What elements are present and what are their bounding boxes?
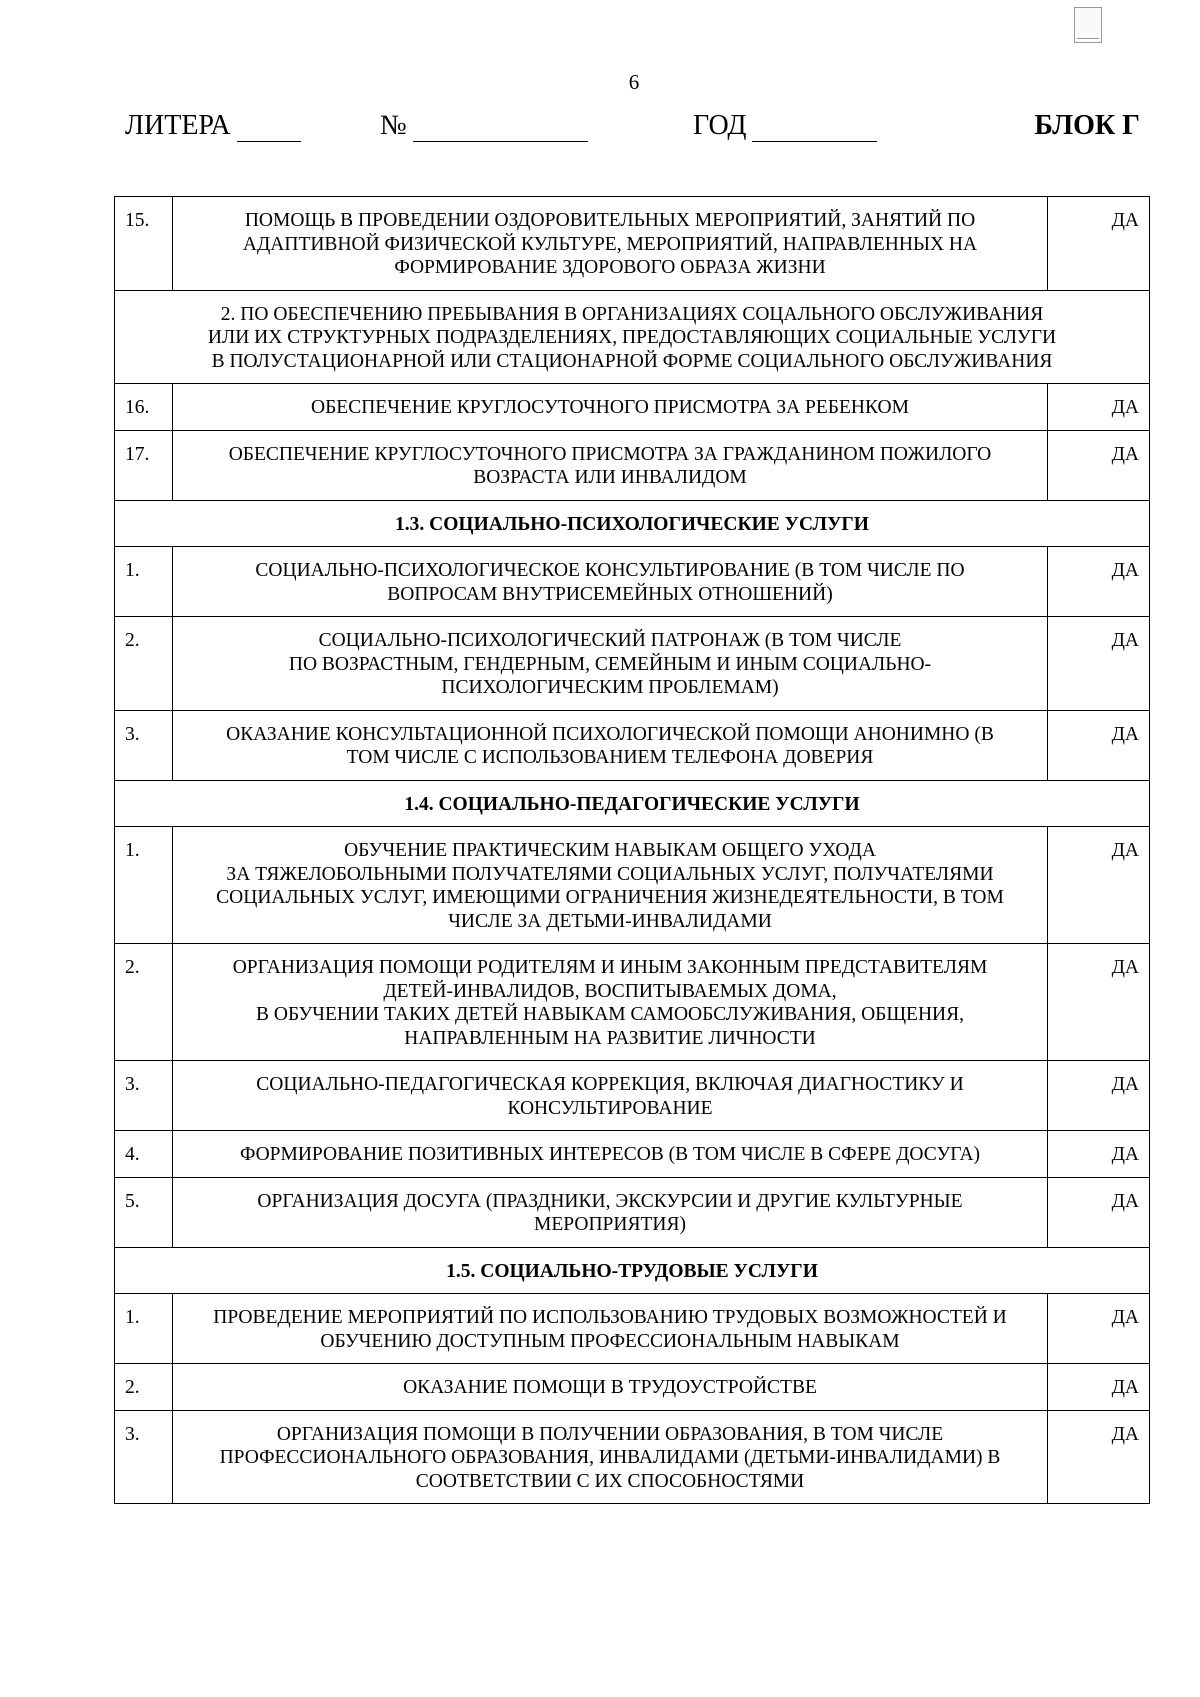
service-description xyxy=(173,547,1048,617)
text-line: ОКАЗАНИЕ ПОМОЩИ В ТРУДОУСТРОЙСТВЕ xyxy=(403,1377,817,1398)
service-availability: ДА xyxy=(1048,944,1150,1061)
document-page-icon xyxy=(1074,7,1102,43)
text-line: ПРОФЕССИОНАЛЬНОГО ОБРАЗОВАНИЯ, ИНВАЛИДАМИ (ДЕТЬМИ-ИНВАЛИДАМИ) В xyxy=(219,1447,1001,1468)
service-description xyxy=(173,1364,1048,1411)
text-line: ОБУЧЕНИЕ ПРАКТИЧЕСКИМ НАВЫКАМ ОБЩЕГО УХОДА xyxy=(344,840,876,861)
text-line: СОЦИАЛЬНО-ПЕДАГОГИЧЕСКАЯ КОРРЕКЦИЯ, ВКЛЮЧАЯ ДИАГНОСТИКУ И xyxy=(256,1074,964,1095)
year-field xyxy=(693,110,877,142)
item-number: 2. xyxy=(115,1364,173,1411)
litera-field xyxy=(125,110,301,142)
year-blank xyxy=(752,115,877,142)
service-description xyxy=(173,827,1048,944)
service-description xyxy=(173,384,1048,431)
text-line: ОБЕСПЕЧЕНИЕ КРУГЛОСУТОЧНОГО ПРИСМОТРА ЗА ГРАЖДАНИНОМ ПОЖИЛОГО xyxy=(228,443,992,465)
service-description xyxy=(173,197,1048,291)
text-line: ОРГАНИЗАЦИЯ ДОСУГА (ПРАЗДНИКИ, ЭКСКУРСИИ И ДРУГИЕ КУЛЬТУРНЫЕ xyxy=(257,1190,963,1212)
text-line: ФОРМИРОВАНИЕ ЗДОРОВОГО ОБРАЗА ЖИЗНИ xyxy=(394,257,826,278)
service-row xyxy=(115,384,1150,431)
service-row xyxy=(115,710,1150,780)
text-line: В ПОЛУСТАЦИОНАРНОЙ ИЛИ СТАЦИОНАРНОЙ ФОРМЕ СОЦИАЛЬНОГО ОБСЛУЖИВАНИЯ xyxy=(211,350,1053,372)
text-line: ЗА ТЯЖЕЛОБОЛЬНЫМИ ПОЛУЧАТЕЛЯМИ СОЦИАЛЬНЫХ УСЛУГ, ПОЛУЧАТЕЛЯМИ xyxy=(226,863,994,885)
text-line: ПО ВОЗРАСТНЫМ, ГЕНДЕРНЫМ, СЕМЕЙНЫМ И ИНЫМ СОЦИАЛЬНО- xyxy=(288,653,932,675)
text-line: ОБУЧЕНИЮ ДОСТУПНЫМ ПРОФЕССИОНАЛЬНЫМ НАВЫКАМ xyxy=(320,1330,900,1352)
service-availability: ДА xyxy=(1048,1061,1150,1131)
service-availability: ДА xyxy=(1048,197,1150,291)
section-heading xyxy=(115,1247,1150,1294)
service-availability: ДА xyxy=(1048,710,1150,780)
litera-label: ЛИТЕРА xyxy=(125,110,231,141)
service-row xyxy=(115,1364,1150,1411)
subsection-row xyxy=(115,290,1150,384)
text-line: ДЕТЕЙ-ИНВАЛИДОВ, ВОСПИТЫВАЕМЫХ ДОМА, xyxy=(383,980,837,1002)
section-heading xyxy=(115,780,1150,827)
text-line: АДАПТИВНОЙ ФИЗИЧЕСКОЙ КУЛЬТУРЕ, МЕРОПРИЯТИЙ, НАПРАВЛЕННЫХ НА xyxy=(242,233,978,255)
service-description xyxy=(173,1294,1048,1364)
service-availability: ДА xyxy=(1048,1294,1150,1364)
text-line: СОЦИАЛЬНО-ПСИХОЛОГИЧЕСКИЙ ПАТРОНАЖ (В ТОМ ЧИСЛЕ xyxy=(318,630,902,651)
section-heading-row xyxy=(115,500,1150,547)
service-row xyxy=(115,827,1150,944)
service-availability: ДА xyxy=(1048,1410,1150,1504)
text-line: ИЛИ ИХ СТРУКТУРНЫХ ПОДРАЗДЕЛЕНИЯХ, ПРЕДОСТАВЛЯЮЩИХ СОЦИАЛЬНЫЕ УСЛУГИ xyxy=(207,327,1057,348)
service-description xyxy=(173,430,1048,500)
service-row xyxy=(115,1131,1150,1178)
service-row xyxy=(115,1410,1150,1504)
service-row xyxy=(115,430,1150,500)
number-blank xyxy=(413,115,588,142)
number-label: № xyxy=(380,110,407,141)
text-line: НАПРАВЛЕННЫМ НА РАЗВИТИЕ ЛИЧНОСТИ xyxy=(404,1027,816,1049)
text-line: ПОМОЩЬ В ПРОВЕДЕНИИ ОЗДОРОВИТЕЛЬНЫХ МЕРОПРИЯТИЙ, ЗАНЯТИЙ ПО xyxy=(244,210,976,231)
form-header xyxy=(125,110,1140,144)
text-line: ВОЗРАСТА ИЛИ ИНВАЛИДОМ xyxy=(473,467,747,488)
service-availability: ДА xyxy=(1048,1364,1150,1411)
service-availability: ДА xyxy=(1048,430,1150,500)
text-line: 1.4. СОЦИАЛЬНО-ПЕДАГОГИЧЕСКИЕ УСЛУГИ xyxy=(404,793,860,815)
item-number: 1. xyxy=(115,827,173,944)
item-number: 17. xyxy=(115,430,173,500)
item-number: 4. xyxy=(115,1131,173,1178)
services-table xyxy=(114,196,1150,1504)
text-line: СОЦИАЛЬНО-ПСИХОЛОГИЧЕСКОЕ КОНСУЛЬТИРОВАНИЕ (В ТОМ ЧИСЛЕ ПО xyxy=(255,560,965,581)
text-line: ОРГАНИЗАЦИЯ ПОМОЩИ РОДИТЕЛЯМ И ИНЫМ ЗАКОННЫМ ПРЕДСТАВИТЕЛЯМ xyxy=(232,957,988,978)
item-number: 3. xyxy=(115,1410,173,1504)
item-number: 1. xyxy=(115,547,173,617)
item-number: 3. xyxy=(115,710,173,780)
item-number: 16. xyxy=(115,384,173,431)
service-description xyxy=(173,1177,1048,1247)
service-description xyxy=(173,944,1048,1061)
text-line: СОЦИАЛЬНЫХ УСЛУГ, ИМЕЮЩИМИ ОГРАНИЧЕНИЯ ЖИЗНЕДЕЯТЕЛЬНОСТИ, В ТОМ xyxy=(216,887,1004,908)
service-row xyxy=(115,197,1150,291)
text-line: ПСИХОЛОГИЧЕСКИМ ПРОБЛЕМАМ) xyxy=(441,677,779,698)
text-line: СООТВЕТСТВИИ С ИХ СПОСОБНОСТЯМИ xyxy=(415,1470,805,1492)
service-description xyxy=(173,1410,1048,1504)
text-line: В ОБУЧЕНИИ ТАКИХ ДЕТЕЙ НАВЫКАМ САМООБСЛУЖИВАНИЯ, ОБЩЕНИЯ, xyxy=(255,1004,964,1025)
text-line: 1.5. СОЦИАЛЬНО-ТРУДОВЫЕ УСЛУГИ xyxy=(446,1260,818,1282)
item-number: 1. xyxy=(115,1294,173,1364)
text-line: ОБЕСПЕЧЕНИЕ КРУГЛОСУТОЧНОГО ПРИСМОТРА ЗА РЕБЕНКОМ xyxy=(311,397,909,418)
section-heading xyxy=(115,500,1150,547)
section-heading-row xyxy=(115,1247,1150,1294)
service-row xyxy=(115,547,1150,617)
page-number: 6 xyxy=(628,70,640,94)
item-number: 2. xyxy=(115,617,173,711)
text-line: ОРГАНИЗАЦИЯ ПОМОЩИ В ПОЛУЧЕНИИ ОБРАЗОВАНИЯ, В ТОМ ЧИСЛЕ xyxy=(276,1423,944,1445)
item-number: 2. xyxy=(115,944,173,1061)
text-line: ВОПРОСАМ ВНУТРИСЕМЕЙНЫХ ОТНОШЕНИЙ) xyxy=(387,583,833,605)
text-line: ОКАЗАНИЕ КОНСУЛЬТАЦИОННОЙ ПСИХОЛОГИЧЕСКОЙ ПОМОЩИ АНОНИМНО (В xyxy=(226,723,994,745)
service-description xyxy=(173,1061,1048,1131)
service-availability: ДА xyxy=(1048,1131,1150,1178)
text-line: 2. ПО ОБЕСПЕЧЕНИЮ ПРЕБЫВАНИЯ В ОРГАНИЗАЦИЯХ СОЦАЛЬНОГО ОБСЛУЖИВАНИЯ xyxy=(220,303,1044,325)
subsection-title xyxy=(115,290,1150,384)
item-number: 5. xyxy=(115,1177,173,1247)
item-number: 3. xyxy=(115,1061,173,1131)
text-line: ЧИСЛЕ ЗА ДЕТЬМИ-ИНВАЛИДАМИ xyxy=(448,910,772,932)
number-field xyxy=(380,110,588,142)
section-heading-row xyxy=(115,780,1150,827)
text-line: КОНСУЛЬТИРОВАНИЕ xyxy=(507,1097,713,1119)
text-line: МЕРОПРИЯТИЯ) xyxy=(534,1214,686,1235)
service-availability: ДА xyxy=(1048,547,1150,617)
service-description xyxy=(173,1131,1048,1178)
text-line: ФОРМИРОВАНИЕ ПОЗИТИВНЫХ ИНТЕРЕСОВ (В ТОМ ЧИСЛЕ В СФЕРЕ ДОСУГА) xyxy=(239,1144,981,1165)
service-availability: ДА xyxy=(1048,617,1150,711)
service-row xyxy=(115,1177,1150,1247)
service-row xyxy=(115,1061,1150,1131)
service-row xyxy=(115,617,1150,711)
service-availability: ДА xyxy=(1048,1177,1150,1247)
text-line: ПРОВЕДЕНИЕ МЕРОПРИЯТИЙ ПО ИСПОЛЬЗОВАНИЮ ТРУДОВЫХ ВОЗМОЖНОСТЕЙ И xyxy=(213,1307,1007,1328)
text-line: 1.3. СОЦИАЛЬНО-ПСИХОЛОГИЧЕСКИЕ УСЛУГИ xyxy=(395,513,869,535)
service-availability: ДА xyxy=(1048,384,1150,431)
block-label: БЛОК Г xyxy=(1034,110,1140,141)
service-row xyxy=(115,944,1150,1061)
service-row xyxy=(115,1294,1150,1364)
item-number: 15. xyxy=(115,197,173,291)
litera-blank xyxy=(237,115,301,142)
text-line: ТОМ ЧИСЛЕ С ИСПОЛЬЗОВАНИЕМ ТЕЛЕФОНА ДОВЕРИЯ xyxy=(346,747,874,768)
service-availability: ДА xyxy=(1048,827,1150,944)
service-description xyxy=(173,617,1048,711)
year-label: ГОД xyxy=(693,110,747,141)
service-description xyxy=(173,710,1048,780)
